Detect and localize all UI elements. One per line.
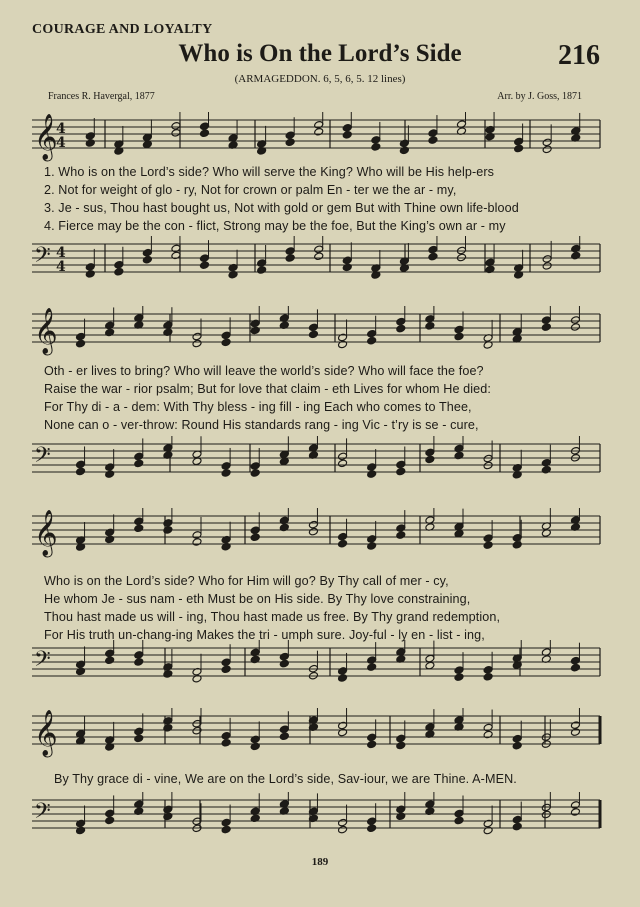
lyric-line: 4. Fierce may be the con - flict, Strong may be the foe, But the King’s own ar - my — [44, 219, 506, 233]
note-head — [342, 263, 352, 272]
note-head — [338, 459, 348, 468]
arranger-credit: Arr. by J. Goss, 1871 — [497, 91, 582, 102]
note-head — [250, 742, 260, 751]
lyric-line: Thou hast made us will - ing, Thou hast made us free. By Thy grand redemption, — [44, 610, 501, 624]
note-head — [285, 138, 295, 147]
treble-clef-icon: 𝄞 — [34, 510, 58, 556]
note-head — [483, 673, 493, 682]
note-head — [134, 459, 144, 468]
note-head — [250, 533, 260, 542]
note-head — [454, 325, 464, 334]
bass-clef-icon: 𝄢 — [34, 443, 51, 473]
note-head — [367, 470, 377, 479]
note-head — [571, 251, 581, 260]
page-number: 189 — [311, 856, 329, 868]
hymn-number: 216 — [558, 40, 600, 71]
note-head — [428, 252, 438, 261]
note-head — [338, 340, 348, 349]
note-head — [285, 254, 295, 263]
time-signature-icon: 4 — [56, 245, 66, 261]
note-head — [250, 319, 260, 328]
note-head — [105, 535, 115, 544]
note-head — [250, 326, 260, 335]
note-head — [367, 656, 377, 665]
note-head — [338, 667, 348, 676]
note-head — [134, 452, 144, 461]
note-head — [457, 253, 467, 262]
lyric-line: For Thy di - a - dem: With Thy bless - ing fill - ing Each who comes to Thee, — [44, 400, 472, 414]
lyric-line: By Thy grace di - vine, We are on the Lord’s side, Sav-iour, we are Thine. A-MEN. — [54, 772, 517, 786]
note-head — [314, 128, 324, 137]
note-head — [483, 461, 493, 470]
treble-staff-1 — [0, 112, 640, 172]
note-head — [457, 246, 467, 255]
note-head — [512, 534, 522, 543]
note-head — [342, 131, 352, 140]
note-head — [425, 322, 435, 331]
note-head — [85, 139, 95, 148]
note-head — [105, 528, 115, 537]
note-head — [257, 266, 267, 275]
lyric-line: None can o - ver-throw: Round His standards rang - ing Vic - t’ry is se - cure, — [44, 418, 479, 432]
note-head — [396, 317, 406, 326]
note-head — [221, 825, 231, 834]
note-head — [542, 145, 552, 154]
note-head — [570, 323, 580, 332]
note-head — [200, 122, 210, 131]
note-head — [367, 824, 377, 833]
note-head — [512, 541, 522, 550]
note-head — [542, 138, 552, 147]
note-head — [570, 656, 580, 665]
note-head — [428, 129, 438, 138]
note-head — [371, 143, 381, 152]
note-head — [512, 741, 522, 750]
note-head — [105, 470, 115, 479]
bass-clef-icon: 𝄢 — [34, 243, 51, 273]
note-head — [542, 255, 552, 264]
note-head — [396, 741, 406, 750]
treble-staff-2 — [0, 306, 640, 366]
note-head — [338, 539, 348, 548]
note-head — [396, 460, 406, 469]
note-head — [367, 817, 377, 826]
note-head — [483, 534, 493, 543]
note-head — [221, 331, 231, 340]
note-head — [454, 673, 464, 682]
note-head — [221, 338, 231, 347]
note-head — [279, 659, 289, 668]
note-head — [483, 666, 493, 675]
note-head — [200, 254, 210, 263]
lyric-line: For His truth un-chang-ing Makes the tri - umph sure. Joy-ful - ly en - list - ing, — [44, 628, 485, 642]
note-head — [425, 315, 435, 324]
note-head — [221, 665, 231, 674]
note-head — [367, 336, 377, 345]
note-head — [134, 734, 144, 743]
author-credit: Frances R. Havergal, 1877 — [48, 91, 155, 102]
note-head — [428, 136, 438, 145]
note-head — [396, 324, 406, 333]
note-head — [396, 805, 406, 814]
note-head — [105, 463, 115, 472]
note-head — [221, 658, 231, 667]
note-head — [308, 323, 318, 332]
note-head — [396, 467, 406, 476]
note-head — [279, 652, 289, 661]
lyric-line: Oth - er lives to bring? Who will leave the world’s side? Who will face the foe? — [44, 364, 484, 378]
note-head — [571, 244, 581, 253]
note-head — [85, 270, 95, 279]
treble-staff-3 — [0, 508, 640, 568]
note-head — [142, 248, 152, 257]
tune-name: (ARMAGEDDON. 6, 5, 6, 5. 12 lines) — [234, 73, 406, 85]
note-head — [512, 815, 522, 824]
bass-staff-4 — [0, 792, 640, 852]
note-head — [76, 826, 86, 835]
note-head — [570, 728, 580, 737]
lyric-line: Who is on the Lord’s side? Who for Him will go? By Thy call of mer - cy, — [44, 574, 449, 588]
note-head — [200, 261, 210, 270]
note-head — [85, 263, 95, 272]
note-head — [454, 666, 464, 675]
note-head — [221, 462, 231, 471]
note-head — [250, 469, 260, 478]
note-head — [114, 267, 124, 276]
note-head — [105, 656, 115, 665]
note-head — [570, 316, 580, 325]
note-head — [454, 332, 464, 341]
note-head — [192, 332, 202, 341]
note-head — [114, 260, 124, 269]
note-head — [338, 333, 348, 342]
note-head — [541, 323, 551, 332]
note-head — [367, 542, 377, 551]
treble-clef-icon: 𝄞 — [34, 710, 58, 756]
note-head — [428, 245, 438, 254]
note-head — [85, 132, 95, 141]
note-head — [570, 808, 580, 817]
note-head — [314, 121, 324, 130]
note-head — [76, 467, 86, 476]
note-head — [192, 538, 202, 547]
note-head — [76, 660, 86, 669]
note-head — [257, 259, 267, 268]
note-head — [76, 460, 86, 469]
note-head — [338, 674, 348, 683]
note-head — [396, 524, 406, 533]
note-head — [134, 727, 144, 736]
note-head — [314, 245, 324, 254]
note-head — [134, 524, 144, 533]
note-head — [285, 247, 295, 256]
note-head — [279, 725, 289, 734]
hymn-title: Who is On the Lord’s Side — [178, 40, 462, 67]
note-head — [221, 818, 231, 827]
note-head — [367, 740, 377, 749]
section-heading: COURAGE AND LOYALTY — [32, 22, 213, 37]
note-head — [425, 448, 435, 457]
note-head — [367, 329, 377, 338]
note-head — [541, 316, 551, 325]
note-head — [342, 124, 352, 133]
note-head — [279, 732, 289, 741]
lyric-line: He whom Je - sus nam - eth Must be on His side. By Thy love constraining, — [44, 592, 471, 606]
note-head — [285, 131, 295, 140]
note-head — [512, 822, 522, 831]
time-signature-icon: 4 — [56, 259, 66, 275]
note-head — [542, 262, 552, 271]
note-head — [425, 455, 435, 464]
note-head — [105, 816, 115, 825]
lyric-line: 3. Je - sus, Thou hast bought us, Not with gold or gem But with Thine own life-blood — [44, 201, 519, 215]
note-head — [76, 819, 86, 828]
note-head — [338, 452, 348, 461]
lyric-line: 1. Who is on the Lord’s side? Who will serve the King? Who will be His help-ers — [44, 165, 495, 179]
time-signature-icon: 4 — [56, 121, 66, 137]
note-head — [367, 733, 377, 742]
note-head — [371, 136, 381, 145]
note-head — [570, 721, 580, 730]
note-head — [483, 730, 493, 739]
note-head — [541, 465, 551, 474]
note-head — [483, 541, 493, 550]
bass-staff-1 — [0, 236, 640, 296]
note-head — [308, 520, 318, 529]
note-head — [142, 255, 152, 264]
note-head — [454, 816, 464, 825]
note-head — [221, 732, 231, 741]
note-head — [396, 734, 406, 743]
note-head — [308, 330, 318, 339]
note-head — [192, 531, 202, 540]
note-head — [396, 531, 406, 540]
note-head — [342, 256, 352, 265]
note-head — [250, 735, 260, 744]
note-head — [514, 137, 524, 146]
lyric-line: Raise the war - rior psalm; But for love that claim - eth Lives for whom He died: — [44, 382, 491, 396]
note-head — [399, 146, 409, 155]
note-head — [338, 532, 348, 541]
note-head — [250, 526, 260, 535]
note-head — [399, 139, 409, 148]
note-head — [314, 252, 324, 261]
note-head — [134, 658, 144, 667]
treble-clef-icon: 𝄞 — [34, 114, 58, 160]
note-head — [76, 667, 86, 676]
note-head — [76, 339, 86, 348]
treble-staff-4 — [0, 708, 640, 768]
note-head — [308, 527, 318, 536]
note-head — [367, 535, 377, 544]
note-head — [514, 144, 524, 153]
note-head — [338, 825, 348, 834]
note-head — [221, 739, 231, 748]
note-head — [396, 812, 406, 821]
note-head — [250, 462, 260, 471]
bass-clef-icon: 𝄢 — [34, 799, 51, 829]
note-head — [200, 129, 210, 138]
note-head — [105, 809, 115, 818]
bass-staff-2 — [0, 436, 640, 496]
bass-staff-3 — [0, 640, 640, 700]
note-head — [134, 651, 144, 660]
time-signature-icon: 4 — [56, 135, 66, 151]
note-head — [367, 463, 377, 472]
note-head — [570, 663, 580, 672]
note-head — [221, 469, 231, 478]
note-head — [512, 734, 522, 743]
note-head — [338, 818, 348, 827]
note-head — [76, 332, 86, 341]
note-head — [134, 517, 144, 526]
note-head — [454, 809, 464, 818]
lyric-line: 2. Not for weight of glo - ry, Not for crown or palm En - ter we the ar - my, — [44, 183, 457, 197]
note-head — [483, 454, 493, 463]
note-head — [483, 723, 493, 732]
note-head — [192, 339, 202, 348]
bass-clef-icon: 𝄢 — [34, 647, 51, 677]
treble-clef-icon: 𝄞 — [34, 308, 58, 354]
note-head — [367, 663, 377, 672]
note-head — [541, 458, 551, 467]
note-head — [105, 649, 115, 658]
note-head — [570, 801, 580, 810]
